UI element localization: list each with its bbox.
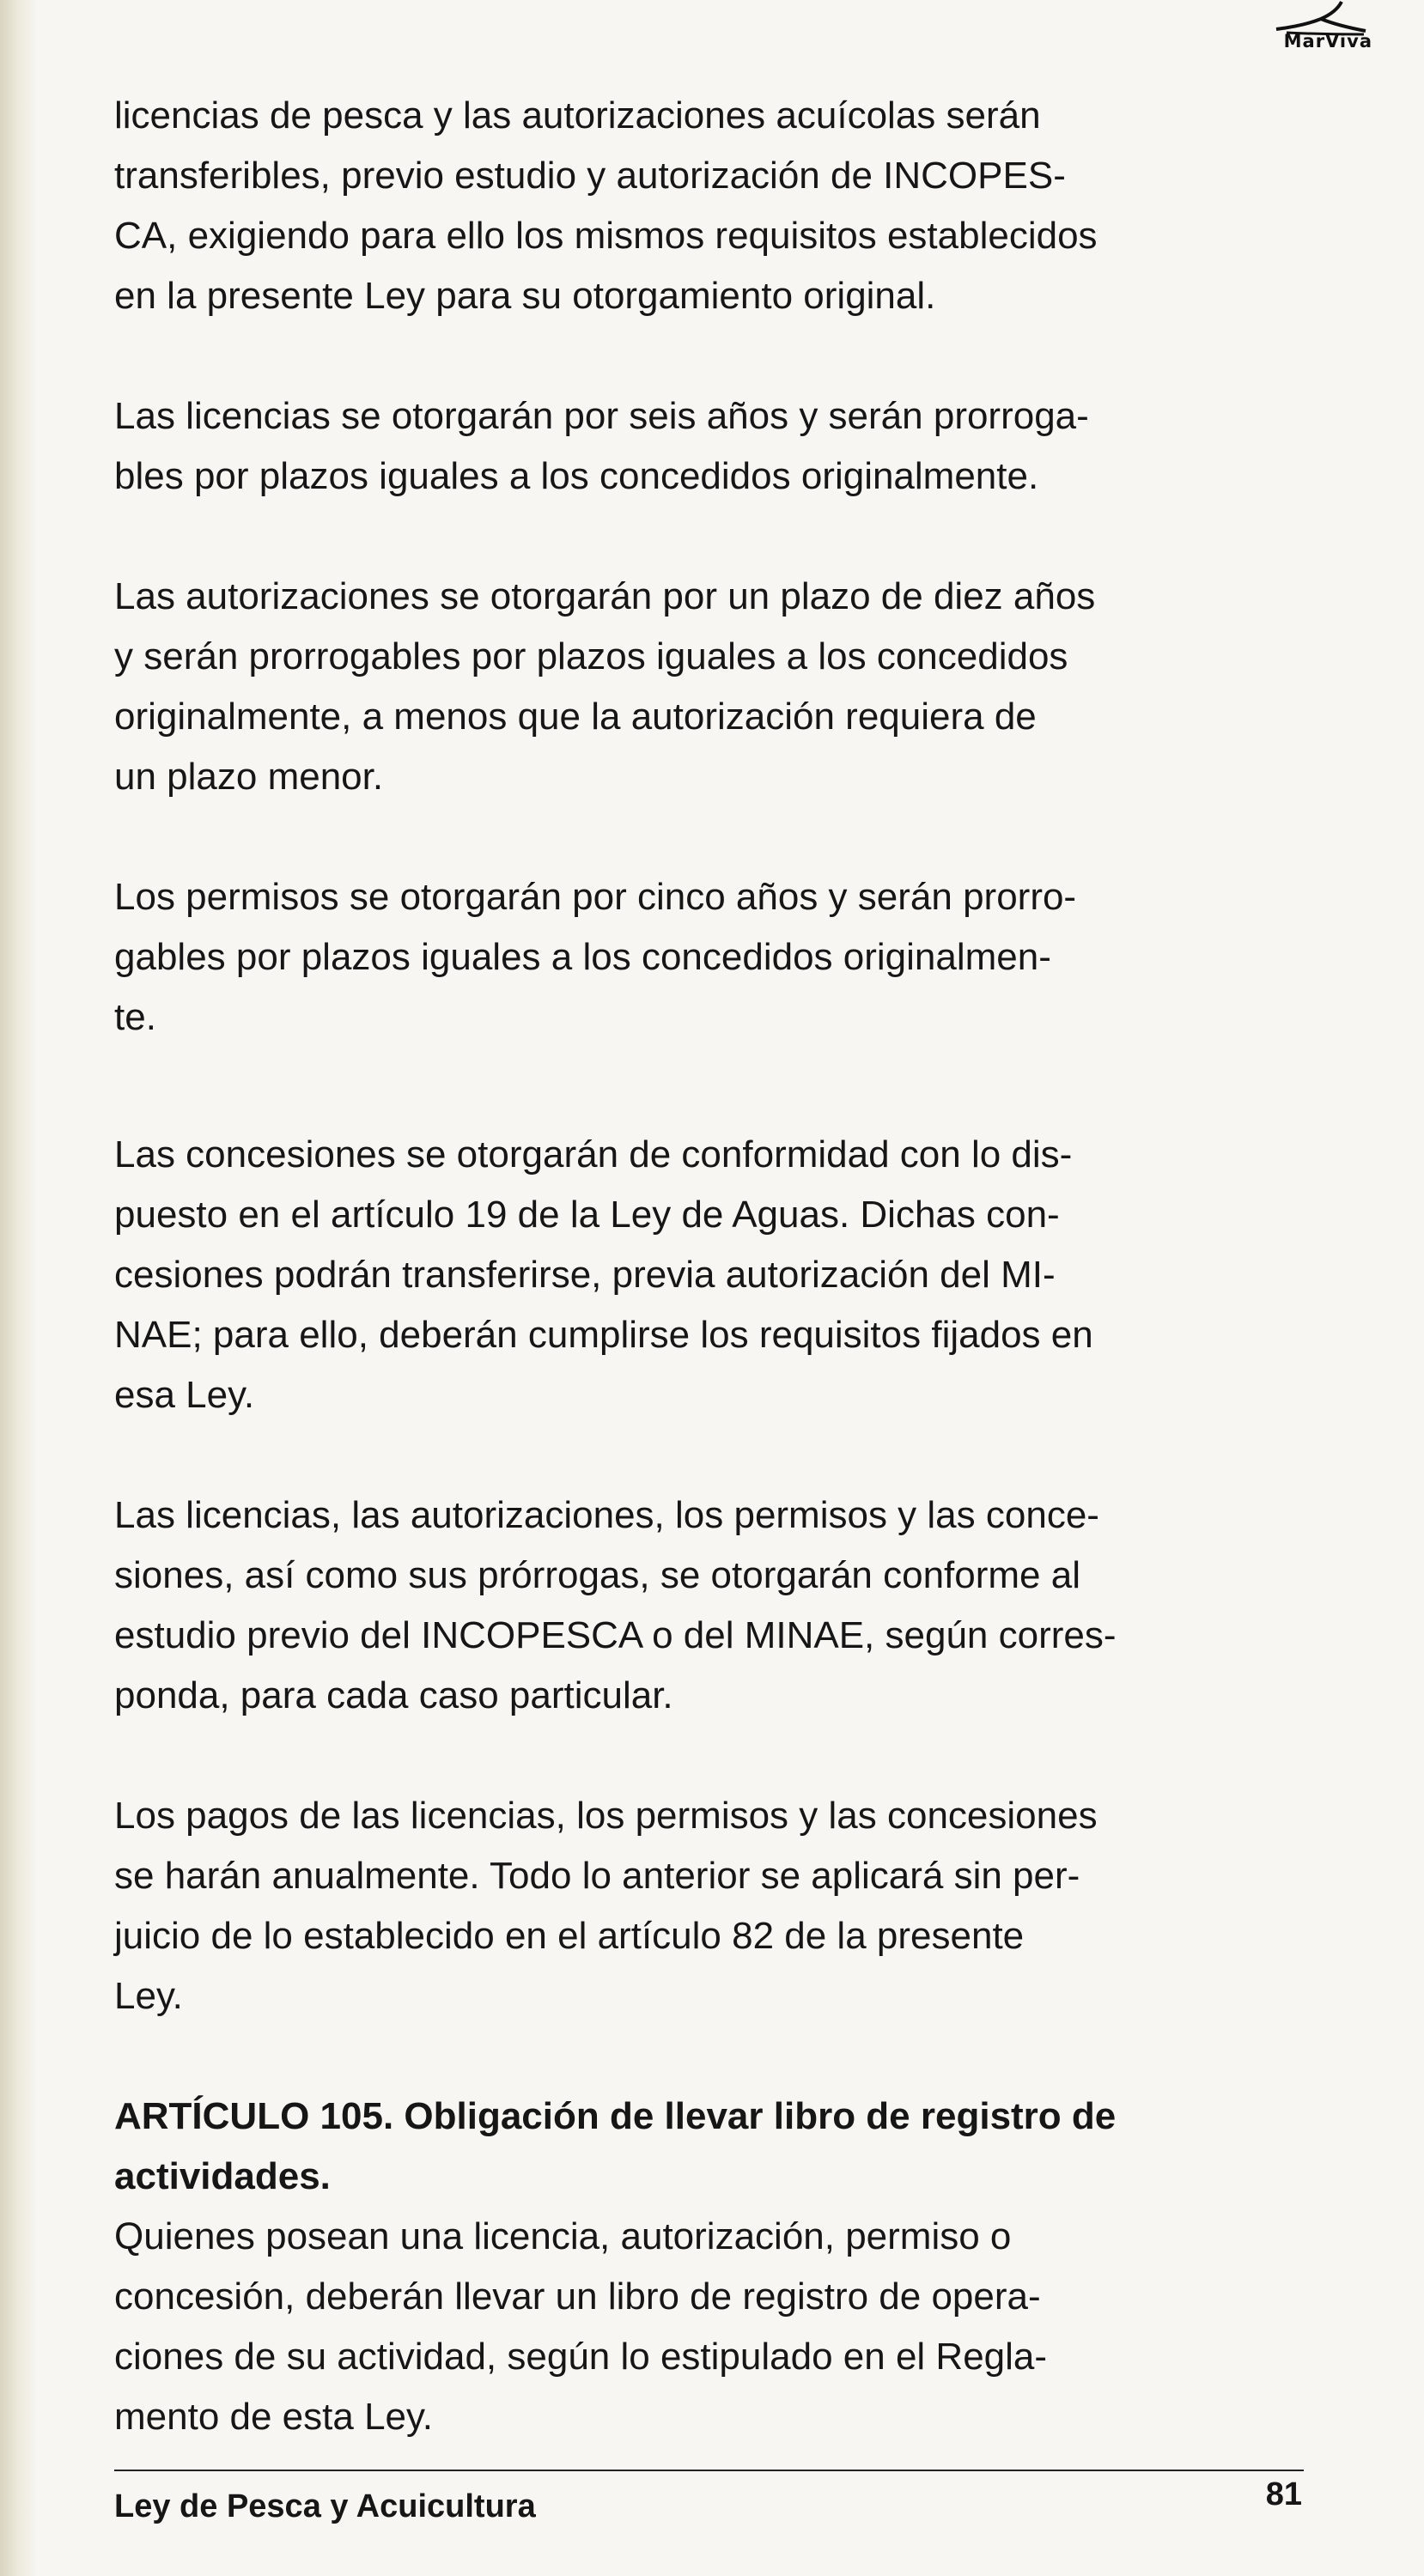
footer-divider — [114, 2470, 1304, 2471]
paragraph-pagos: Los pagos de las licencias, los permisos y las concesiones se harán anualmente. Todo lo anterior se aplicará sin per- juicio de lo establecido en el artículo 82 de la presente Ley. — [114, 1795, 1098, 2017]
page-number: 81 — [1265, 2476, 1302, 2512]
marviva-logo — [1201, 0, 1372, 69]
article-105-body: Quienes posean una licencia, autorización, permiso o concesión, deberán llevar un libro de registro de opera- ciones de su actividad, según lo estipulado en el Regla- mento de esta Ley. — [114, 2215, 1048, 2438]
paragraph-autorizaciones: Las autorizaciones se otorgarán por un plazo de diez años y serán prorrogables por plazos iguales a los concedidos originalmente, a menos que la autorización requiera de un plazo menor. — [114, 575, 1096, 798]
page-content — [114, 86, 1304, 2447]
paragraph-prorrogas: Las licencias, las autorizaciones, los permisos y las conce- siones, así como sus prórrogas, se otorgarán conforme al estudio previo del INCOPESCA o del MINAE, según corres- ponda, para cada caso particular. — [114, 1494, 1117, 1716]
paragraph-concesiones: Las concesiones se otorgarán de conformidad con lo dis- puesto en el artículo 19 de la Ley de Aguas. Dichas con- cesiones podrán transferirse, previa autorización del MI- NAE; para ello, deberán cumplirse los requisitos fijados en esa Ley. — [114, 1133, 1093, 1416]
logo-text: MarViva — [1283, 31, 1372, 52]
page-binding-shadow — [0, 0, 38, 2576]
paragraph-permisos: Los permisos se otorgarán por cinco años y serán prorro- gables por plazos iguales a los concedidos originalmen- te. — [114, 876, 1077, 1038]
article-105-heading: ARTÍCULO 105. Obligación de llevar libro de registro de actividades. — [114, 2095, 1117, 2197]
paragraph-transferibles: licencias de pesca y las autorizaciones acuícolas serán transferibles, previo estudio y autorización de INCOPES- CA, exigiendo para ello los mismos requisitos establecidos en la presente Ley para su otorgamiento original. — [114, 94, 1098, 317]
paragraph-licencias: Las licencias se otorgarán por seis años y serán prorroga- bles por plazos iguales a los concedidos originalmente. — [114, 395, 1089, 497]
footer-book-title: Ley de Pesca y Acuicultura — [114, 2488, 536, 2524]
